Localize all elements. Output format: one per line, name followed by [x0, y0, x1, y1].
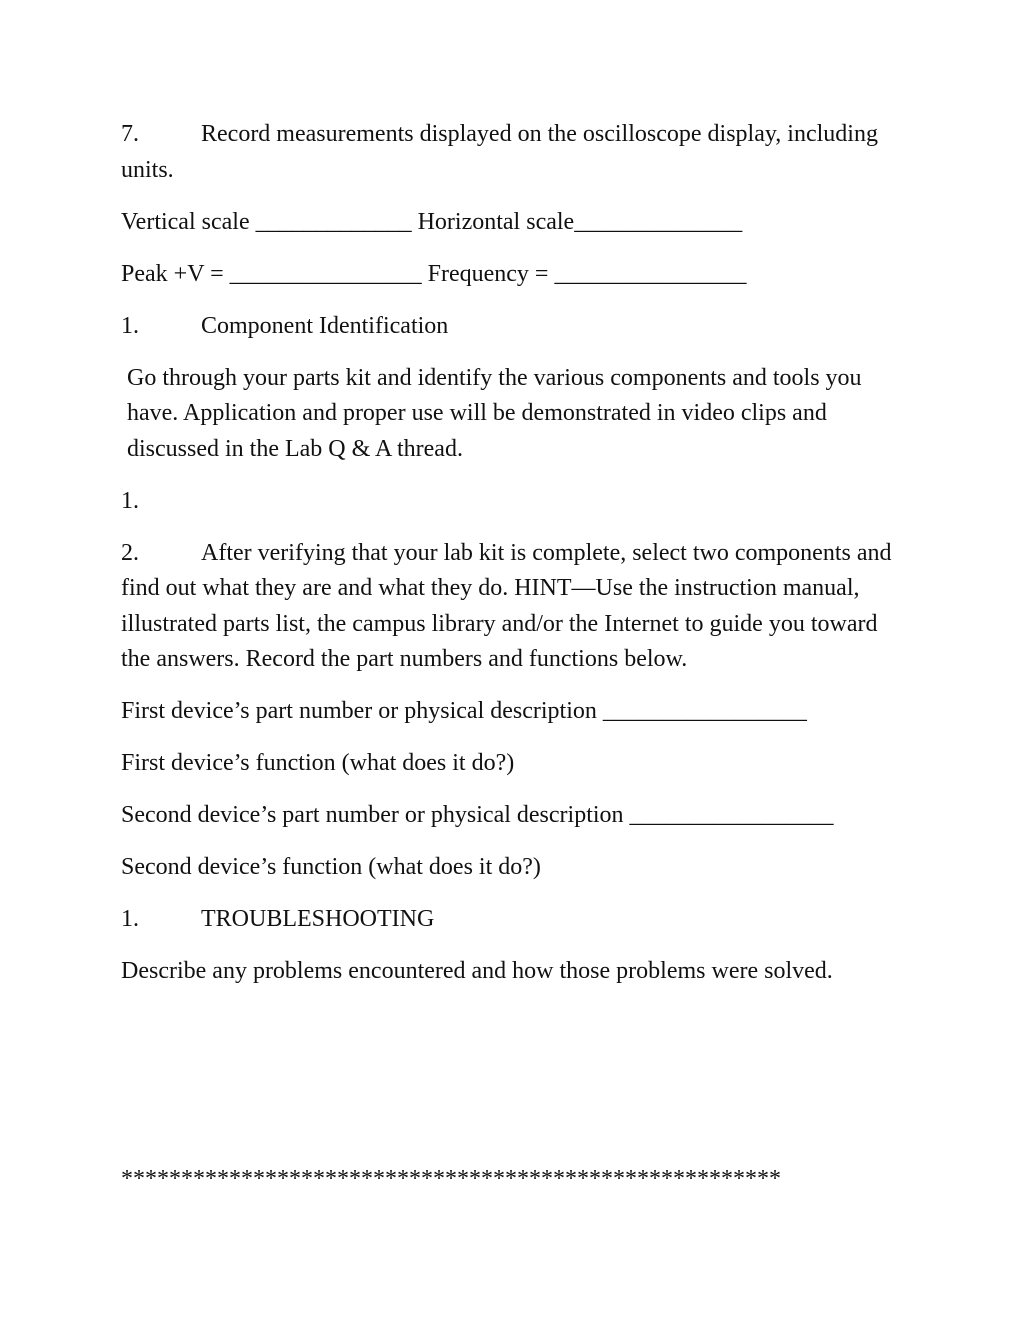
first-device-function-line: First device’s function (what does it do?): [121, 750, 515, 776]
troubleshooting-paragraph: Describe any problems encountered and how those problems were solved.: [121, 958, 833, 984]
troubleshooting-heading: [121, 902, 911, 938]
step-7: [121, 117, 911, 188]
step-1-blank: 1.: [121, 487, 139, 514]
troubleshooting-heading-text: TROUBLESHOOTING: [201, 906, 435, 932]
step-7-text: Record measurements displayed on the oscilloscope display, including units.: [121, 121, 884, 183]
step-2-number: 2.: [121, 539, 139, 566]
component-heading-text: Component Identification: [201, 312, 449, 339]
troubleshooting-heading-number: 1.: [121, 906, 139, 932]
component-heading-number: 1.: [121, 312, 139, 339]
document-page: [121, 117, 911, 1006]
second-device-function-line: Second device’s function (what does it do?): [121, 854, 541, 880]
first-device-part-line: First device’s part number or physical description _________________: [121, 698, 807, 724]
second-device-part-line: Second device’s part number or physical description _________________: [121, 802, 834, 828]
component-identification-heading: [121, 309, 911, 345]
component-intro-paragraph: Go through your parts kit and identify the various components and tools you have. Application and proper use will be demonstrated in video clips and discussed in the Lab Q & A thread.: [127, 364, 868, 462]
peak-frequency-line: Peak +V = ________________ Frequency = ________________: [121, 260, 747, 287]
asterisk-separator: *******************************************************: [121, 1166, 781, 1192]
scales-line: Vertical scale _____________ Horizontal scale______________: [121, 208, 743, 235]
step-2-text: After verifying that your lab kit is complete, select two components and find out what they are and what they do. HINT—Use the instruction manual, illustrated parts list, the campus library and/or the Internet to guide you toward the answers. Record the part numbers and functions below.: [121, 539, 898, 672]
step-2: [121, 536, 911, 678]
step-7-number: 7.: [121, 121, 139, 147]
